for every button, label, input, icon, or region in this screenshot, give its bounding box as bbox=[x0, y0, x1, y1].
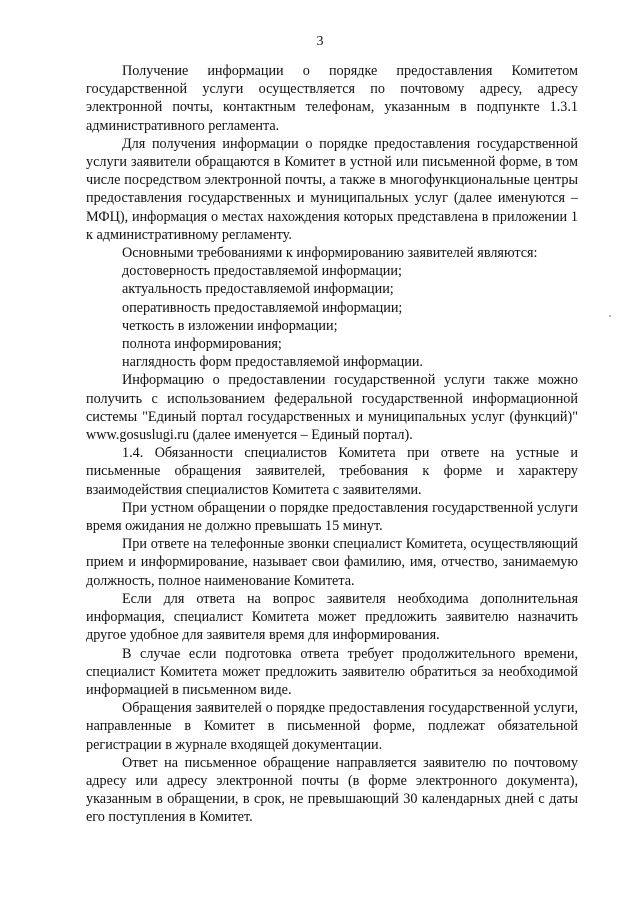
list-item: достоверность предоставляемой информации; bbox=[122, 263, 402, 280]
list-item: полнота информирования; bbox=[122, 336, 282, 353]
list-item: актуальность предоставляемой информации; bbox=[122, 281, 394, 298]
scan-speck bbox=[609, 315, 611, 317]
paragraph-waiting-time: При устном обращении о порядке предоставления государственной услуги время ожидания не должно превышать 15 минут. bbox=[86, 499, 578, 535]
paragraph-additional-info: Если для ответа на вопрос заявителя необходима дополнительная информация, специалист Комитета может предложить заявителю назначить другое удобное для заявителя время для информирования. bbox=[86, 590, 578, 644]
requirements-list bbox=[86, 262, 578, 371]
list-item: четкость в изложении информации; bbox=[122, 317, 338, 334]
paragraph-written-registration: Обращения заявителей о порядке предоставления государственной услуги, направленные в Комитет в письменной форме, подлежат обязательной регистрации в журнале входящей документации. bbox=[86, 700, 578, 753]
paragraph-info-channels: Получение информации о порядке предоставления Комитетом государственной услуги осуществляется по почтовому адресу, адресу электронной почты, контактным телефонам, указанным в подпункте 1.3.1 административного регламента. bbox=[86, 63, 578, 134]
paragraph-unified-portal: Информацию о предоставлении государственной услуги также можно получить с использованием федеральной государственной информационной системы "Единый портал государственных и муниципальных услуг (функций)" www.gosuslugi.ru (далее именуется – Единый портал). bbox=[86, 372, 578, 444]
page-number: 3 bbox=[316, 34, 324, 49]
paragraph-written-response: Ответ на письменное обращение направляется заявителю по почтовому адресу или адресу электронной почты (в форме электронного документа), указанным в обращении, в срок, не превышающий 30 календарных дней с даты его поступления в Комитет. bbox=[86, 754, 578, 826]
paragraph-how-to-apply: Для получения информации о порядке предоставления государственной услуги заявители обращаются в Комитет в устной или письменной форме, в том числе посредством электронной почты, а также в многофункциональные центры предоставления государственных и муниципальных услуг (далее именуются – МФЦ), информация о местах нахождения которых представлена в приложении 1 к административному регламенту. bbox=[86, 135, 578, 243]
paragraph-long-preparation: В случае если подготовка ответа требует продолжительного времени, специалист Комитета может предложить заявителю обратиться за необходимой информацией в письменном виде. bbox=[86, 645, 578, 698]
list-item: наглядность форм предоставляемой информации. bbox=[122, 354, 423, 371]
paragraph-phone-calls: При ответе на телефонные звонки специалист Комитета, осуществляющий прием и информирование, называет свои фамилию, имя, отчество, занимаемую должность, полное наименование Комитета. bbox=[86, 536, 578, 589]
paragraph-requirements-intro: Основными требованиями к информированию заявителей являются: bbox=[122, 245, 538, 262]
document-body bbox=[86, 62, 578, 827]
list-item: оперативность предоставляемой информации; bbox=[122, 299, 403, 316]
paragraph-section-1-4: 1.4. Обязанности специалистов Комитета при ответе на устные и письменные обращения заявителей, требования к форме и характеру взаимодействия специалистов Комитета с заявителями. bbox=[86, 445, 578, 498]
